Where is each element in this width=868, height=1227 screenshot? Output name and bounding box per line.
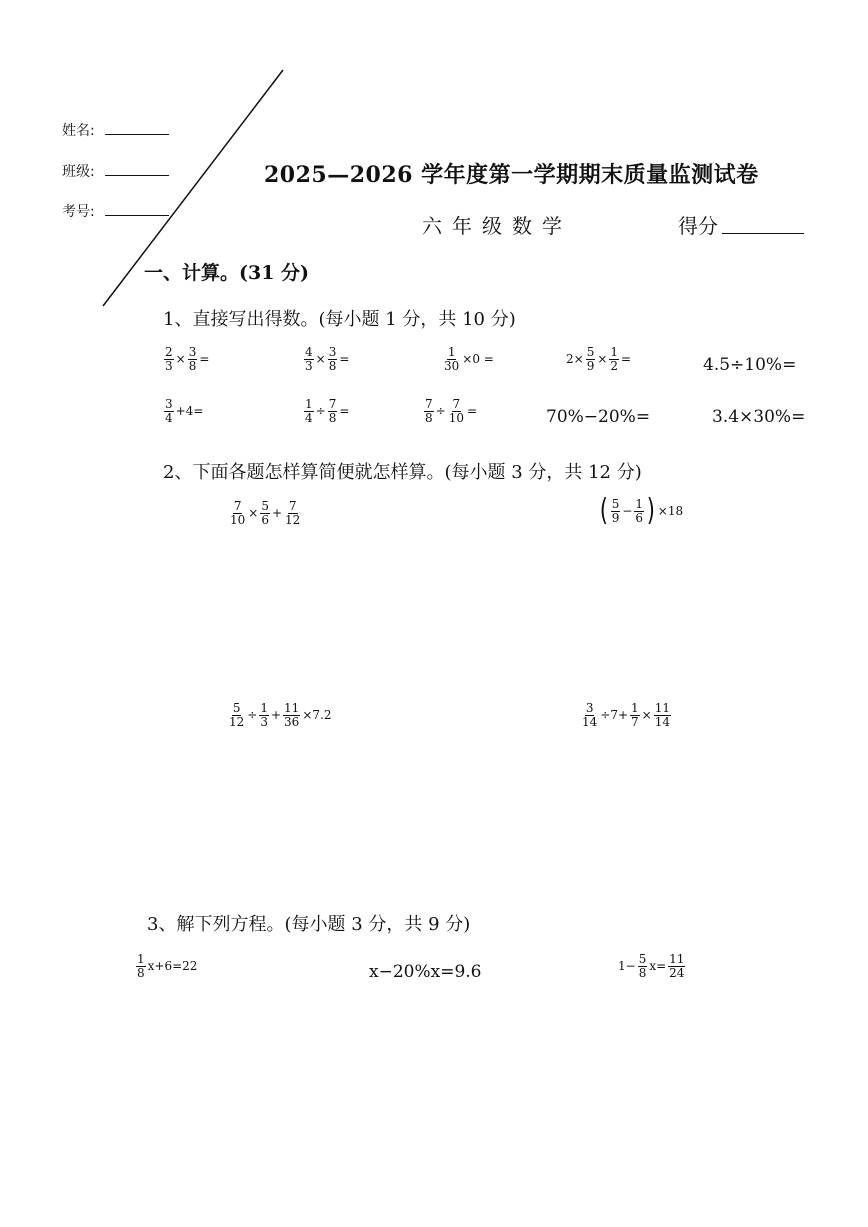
exam-number-blank[interactable] — [105, 215, 169, 216]
q1-item-h: $\frac{7}{8}$ ÷ $\frac{7}{10}$ = — [425, 397, 478, 425]
exam-number-label: 考号: — [62, 204, 95, 220]
section-1-heading: 一、计算。(31 分) — [144, 262, 310, 284]
q2-item-b: ( $\frac{5}{9}$ − $\frac{1}{6}$ ) ×18 — [599, 493, 684, 528]
class-label: 班级: — [62, 164, 95, 180]
score-label: 得分 — [678, 214, 718, 238]
q1-item-g: $\frac{1}{4}$ ÷ $\frac{7}{8}$ = — [305, 397, 350, 425]
q3-item-b: x−20%x=9.6 — [369, 962, 482, 982]
q2-item-a: $\frac{7}{10}$ × $\frac{5}{6}$ + $\frac{7}{12}$ — [230, 499, 301, 527]
name-label: 姓名: — [62, 123, 95, 139]
q3-item-a: $\frac{1}{8}$ x+6=22 — [137, 952, 198, 980]
q2-heading: 2、下面各题怎样算简便就怎样算。(每小题 3 分，共 12 分) — [163, 462, 642, 483]
name-blank[interactable] — [105, 134, 169, 135]
exam-title: 2025—2026 学年度第一学期期末质量监测试卷 — [264, 162, 759, 188]
q1-item-j: 3.4×30%= — [712, 407, 806, 427]
q1-item-d: 2× $\frac{5}{9}$ × $\frac{1}{2}$ = — [566, 345, 632, 373]
q1-item-b: $\frac{4}{3}$ × $\frac{3}{8}$ = — [305, 345, 350, 373]
q3-heading: 3、解下列方程。(每小题 3 分，共 9 分) — [147, 914, 471, 935]
class-blank[interactable] — [105, 175, 169, 176]
score-blank[interactable] — [722, 233, 804, 234]
q1-item-a: $\frac{2}{3}$ × $\frac{3}{8}$ = — [165, 345, 210, 373]
q1-item-c: $\frac{1}{30}$ ×0 = — [444, 345, 494, 373]
q2-item-d: $\frac{3}{14}$ ÷7+ $\frac{1}{7}$ × $\frac{11}{14}$ — [582, 701, 671, 729]
q3-item-c: 1− $\frac{5}{8}$ x= $\frac{11}{24}$ — [618, 952, 685, 980]
q1-item-f: $\frac{3}{4}$ +4= — [165, 397, 204, 425]
q1-heading: 1、直接写出得数。(每小题 1 分，共 10 分) — [163, 309, 516, 330]
q1-item-i: 70%−20%= — [546, 407, 651, 427]
q1-item-e: 4.5÷10%= — [703, 355, 797, 375]
exam-subtitle: 六年级数学 — [422, 214, 572, 238]
q2-item-c: $\frac{5}{12}$ ÷ $\frac{1}{3}$ + $\frac{11}{36}$ ×7.2 — [229, 701, 332, 729]
